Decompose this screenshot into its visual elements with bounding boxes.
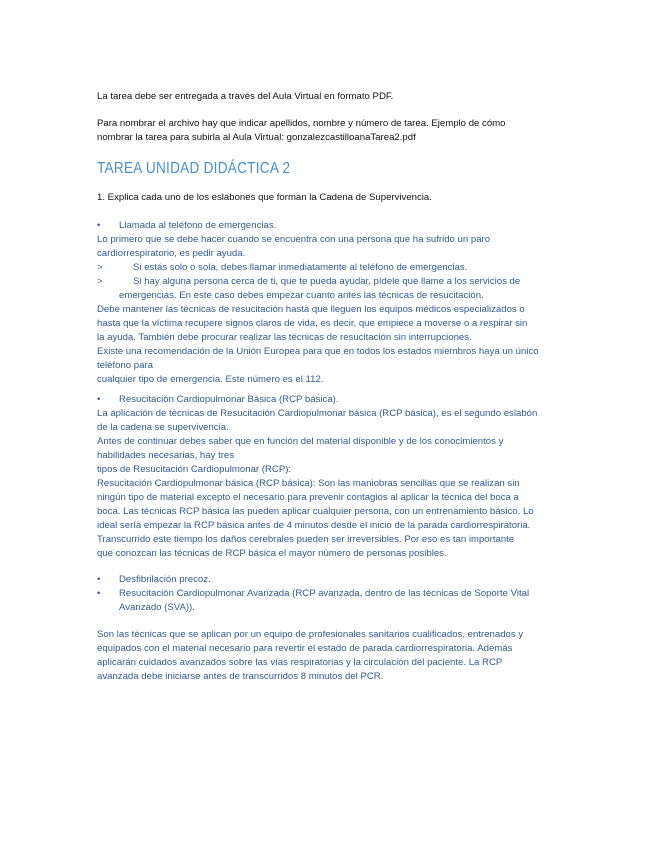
paragraph-line: aplicarán cuidados avanzados sobre las vías respiratorias y la circulación del paciente. La RCP [97,657,503,668]
section-llamada [97,219,557,387]
paragraph-line: equipados con el material necesario para revertir el estado de parada cardiorrespiratoria. Además [97,643,513,654]
section-title: Llamada al teléfono de emergencias. [119,220,277,231]
section-rcp-basica [97,393,557,561]
paragraph-line: avanzada debe iniciarse antes de transcurridos 8 minutos del PCR. [97,671,384,682]
paragraph-line: teléfono para [97,360,154,371]
bullet-marker: • [97,574,101,585]
sub-item-continuation: emergencias. En este caso debes empezar cuanto antes las técnicas de resucitación. [119,290,484,301]
intro-line-1: La tarea debe ser entregada a través del Aula Virtual en formato PDF. [97,91,394,102]
list-item-continuation: Avanzado (SVA)). [119,602,195,613]
sub-list-item [97,261,557,275]
paragraph-line: cardiorrespiratorio, es pedir ayuda. [97,248,246,259]
paragraph-line: Debe mantener las técnicas de resucitación hasta que lleguen los equipos médicos especializados o [97,304,525,315]
question-text: 1. Explica cada uno de los eslabones que forman la Cadena de Supervivencia. [97,192,432,203]
arrow-marker: > [97,262,103,273]
page-heading: TAREA UNIDAD DIDÁCTICA 2 [97,160,291,177]
paragraph-line: la ayuda. También debe procurar realizar las técnicas de resucitación sin interrupciones. [97,332,472,343]
sub-list-item [97,275,557,289]
paragraph-line: Son las técnicas que se aplican por un equipo de profesionales sanitarios cualificados, entrenados y [97,629,524,640]
list-item [97,219,557,233]
paragraph-line: cualquier tipo de emergencia. Este número es el 112. [97,374,324,385]
paragraph-line: ideal sería empezar la RCP básica antes de 4 minutos desde el inicio de la parada cardiorrespiratoria. [97,520,531,531]
arrow-marker: > [97,276,103,287]
paragraph-line: boca. Las técnicas RCP básica las pueden aplicar cualquier persona, con un entrenamiento básico. Lo [97,506,534,517]
question-block [97,191,557,205]
bullet-marker: • [97,220,101,231]
intro-block [97,90,557,104]
section-rcp-avanzada-text [97,628,557,684]
paragraph-line: que conozcan las técnicas de RCP básica el mayor número de personas posibles. [97,548,447,559]
section-desfibrilacion-rcp-avanzada [97,573,557,615]
paragraph-line: de la cadena se supervivencia. [97,422,229,433]
paragraph-line: Antes de continuar debes saber que en función del material disponible y de los conocimientos y [97,436,504,447]
paragraph-line: Transcurrido este tiempo los daños cerebrales pueden ser irreversibles. Por eso es tan importante [97,534,515,545]
bullet-marker: • [97,588,101,599]
paragraph-line: tipos de Resucitación Cardiopulmonar (RCP): [97,464,292,475]
list-item [97,573,557,587]
intro-line-3: nombrar la tarea para subirla al Aula Virtual: gonzalezcastilloanaTarea2.pdf [97,132,416,143]
paragraph-line: habilidades necesarias, hay tres [97,450,235,461]
sub-item-text: Si hay alguna persona cerca de ti, que te pueda ayudar, pídele que llame a los servicios de [133,276,521,287]
paragraph-line: ningún tipo de material excepto el necesario para prevenir contagios al aplicar la técnica del boca a [97,492,519,503]
heading-block [97,160,557,178]
intro-naming-block [97,117,557,145]
paragraph-line: Lo primero que se debe hacer cuando se encuentra con una persona que ha sufrido un paro [97,234,491,245]
list-item [97,393,557,407]
list-item [97,587,557,601]
bullet-marker: • [97,394,101,405]
paragraph-line: hasta que la víctima recupere signos claros de vida, es decir, que empiece a moverse o a respirar sin [97,318,528,329]
paragraph-line: Resucitación Cardiopulmonar básica (RCP básica): Son las maniobras sencillas que se realizan sin [97,478,520,489]
paragraph-line: La aplicación de técnicas de Resucitación Cardiopulmonar básica (RCP básica), es el segundo eslabón [97,408,538,419]
list-item-text: Desfibrilación precoz. [119,574,211,585]
list-item-text: Resucitación Cardiopulmonar Avanzada (RCP avanzada, dentro de las técnicas de Soporte Vital [119,588,530,599]
sub-item-text: Si estás solo o sola, debes llamar inmediatamente al teléfono de emergencias. [133,262,468,273]
intro-line-2: Para nombrar el archivo hay que indicar apellidos, nombre y número de tarea. Ejemplo de cómo [97,118,506,129]
section-title: Resucitación Cardiopulmonar Básica (RCP básica). [119,394,339,405]
paragraph-line: Existe una recomendación de la Unión Europea para que en todos los estados miembros haya un único [97,346,539,357]
